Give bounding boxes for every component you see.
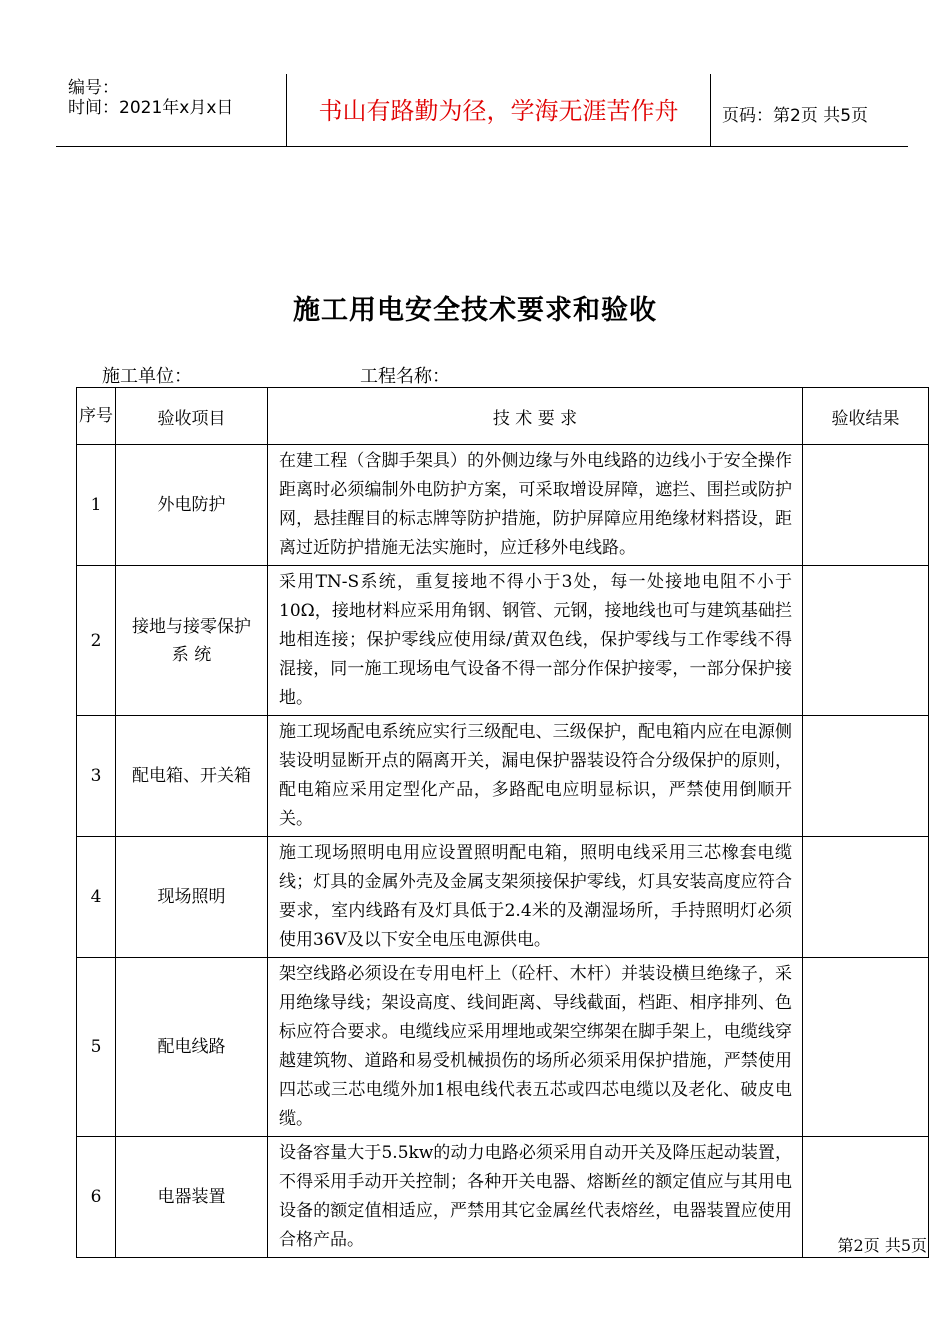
row-result[interactable] <box>803 445 929 566</box>
header-info <box>68 78 233 118</box>
row-result[interactable] <box>803 837 929 958</box>
column-header-item: 验收项目 <box>116 388 268 445</box>
row-number: 2 <box>77 566 116 716</box>
row-requirement: 在建工程（含脚手架具）的外侧边缘与外电线路的边线小于安全操作距离时必须编制外电防护方案，可采取增设屏障，遮拦、围拦或防护网，悬挂醒目的标志牌等防护措施，防护屏障应用绝缘材料搭设，距离过近防护措施无法实施时，应迁移外电线路。 <box>268 445 803 566</box>
table-header-row <box>77 388 929 445</box>
row-item: 现场照明 <box>116 837 268 958</box>
row-result[interactable] <box>803 958 929 1137</box>
row-item: 电器装置 <box>116 1137 268 1258</box>
row-result[interactable] <box>803 716 929 837</box>
row-requirement: 采用TN-S系统，重复接地不得小于3处，每一处接地电阻不小于10Ω，接地材料应采用角钢、钢管、元钢，接地线也可与建筑基础拦地相连接；保护零线应使用绿/黄双色线，保护零线与工作零线不得混接，同一施工现场电气设备不得一部分作保护接零，一部分保护接地。 <box>268 566 803 716</box>
column-header-no: 序号 <box>77 388 116 445</box>
column-header-result: 验收结果 <box>803 388 929 445</box>
construction-unit-label: 施工单位： <box>102 366 192 387</box>
footer-page-number: 第2页 共5页 <box>837 1236 927 1255</box>
row-number: 1 <box>77 445 116 566</box>
header-rule <box>56 146 908 147</box>
row-item: 外电防护 <box>116 445 268 566</box>
column-header-requirement: 技 术 要 求 <box>268 388 803 445</box>
row-number: 4 <box>77 837 116 958</box>
table-row <box>77 445 929 566</box>
header-motto: 书山有路勤为径，学海无涯苦作舟 <box>318 97 679 125</box>
document-number-label: 编号： <box>68 78 119 98</box>
acceptance-table <box>76 387 929 1258</box>
row-requirement: 施工现场照明电用应设置照明配电箱，照明电线采用三芯橡套电缆线；灯具的金属外壳及金属支架须接保护零线，灯具安装高度应符合要求，室内线路有及灯具低于2.4米的及潮湿场所，手持照明灯必须使用36V及以下安全电压电源供电。 <box>268 837 803 958</box>
row-item: 配电箱、开关箱 <box>116 716 268 837</box>
table-row <box>77 716 929 837</box>
header-divider-right <box>710 74 711 146</box>
page-header <box>0 0 950 150</box>
row-result[interactable] <box>803 566 929 716</box>
row-requirement: 施工现场配电系统应实行三级配电、三级保护，配电箱内应在电源侧装设明显断开点的隔离开关，漏电保护器装设符合分级保护的原则，配电箱应采用定型化产品，多路配电应明显标识，严禁使用倒顺开关。 <box>268 716 803 837</box>
row-requirement: 设备容量大于5.5kw的动力电路必须采用自动开关及降压起动装置，不得采用手动开关控制；各种开关电器、熔断丝的额定值应与其用电设备的额定值相适应，严禁用其它金属丝代表熔丝，电器装置应使用合格产品。 <box>268 1137 803 1258</box>
row-requirement: 架空线路必须设在专用电杆上（砼杆、木杆）并装设横旦绝缘子，采用绝缘导线；架设高度、线间距离、导线截面，档距、相序排列、色标应符合要求。电缆线应采用埋地或架空绑架在脚手架上，电缆线穿越建筑物、道路和易受机械损伤的场所必须采用保护措施，严禁使用四芯或三芯电缆外加1根电线代表五芯或四芯电缆以及老化、破皮电缆。 <box>268 958 803 1137</box>
header-page-number: 页码：第2页 共5页 <box>722 106 869 126</box>
row-number: 5 <box>77 958 116 1137</box>
row-number: 6 <box>77 1137 116 1258</box>
document-date-label: 时间：2021年x月x日 <box>68 98 234 118</box>
row-number: 3 <box>77 716 116 837</box>
table-row <box>77 958 929 1137</box>
document-title: 施工用电安全技术要求和验收 <box>293 295 657 326</box>
table-row <box>77 1137 929 1258</box>
row-item: 接地与接零保护系 统 <box>116 566 268 716</box>
table-row <box>77 837 929 958</box>
project-name-label: 工程名称： <box>360 366 450 387</box>
table-row <box>77 566 929 716</box>
row-item: 配电线路 <box>116 958 268 1137</box>
